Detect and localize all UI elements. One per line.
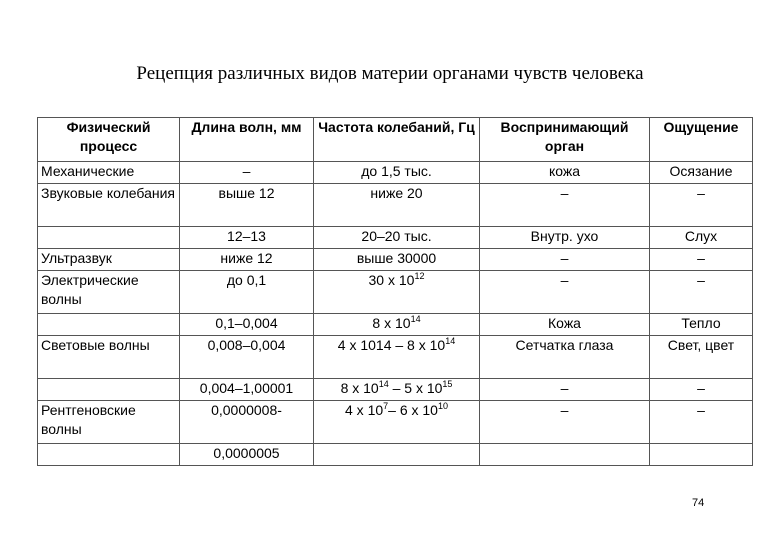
cell-frequency xyxy=(314,379,480,401)
frequency-base: 4 х 10 xyxy=(345,402,384,418)
cell-sensation: – xyxy=(650,271,753,314)
cell-process: Механические xyxy=(38,162,180,184)
frequency-exponent-2: 10 xyxy=(437,401,448,411)
cell-process: Рентгеновские волны xyxy=(38,401,180,444)
cell-sensation: Свет, цвет xyxy=(650,336,753,379)
frequency-base: 8 х 10 xyxy=(372,315,411,331)
header-sensation: Ощущение xyxy=(650,118,753,162)
table-row xyxy=(38,227,753,249)
cell-process: Звуковые колебания xyxy=(38,184,180,227)
cell-frequency xyxy=(314,336,480,379)
cell-wavelength: 0,0000008- xyxy=(180,401,314,444)
table-row xyxy=(38,162,753,184)
cell-sensation: Тепло xyxy=(650,314,753,336)
table-header-row xyxy=(38,118,753,162)
table-row xyxy=(38,314,753,336)
cell-wavelength: 0,1–0,004 xyxy=(180,314,314,336)
cell-sensation xyxy=(650,444,753,466)
frequency-exponent: 14 xyxy=(445,336,456,346)
cell-organ: – xyxy=(480,401,650,444)
cell-process xyxy=(38,314,180,336)
cell-sensation: – xyxy=(650,379,753,401)
cell-wavelength: ниже 12 xyxy=(180,249,314,271)
frequency-base-2: – 5 х 10 xyxy=(388,380,443,396)
cell-process: Световые волны xyxy=(38,336,180,379)
frequency-exponent: 14 xyxy=(378,379,389,389)
frequency-base: 4 х 1014 – 8 х 10 xyxy=(337,337,446,353)
cell-organ: – xyxy=(480,271,650,314)
frequency-exponent: 14 xyxy=(410,314,421,324)
table-row xyxy=(38,336,753,379)
cell-frequency xyxy=(314,444,480,466)
cell-wavelength: до 0,1 xyxy=(180,271,314,314)
table-row xyxy=(38,184,753,227)
cell-organ: – xyxy=(480,184,650,227)
cell-wavelength: 0,004–1,00001 xyxy=(180,379,314,401)
frequency-base: 8 х 10 xyxy=(340,380,379,396)
cell-sensation: Слух xyxy=(650,227,753,249)
header-wavelength: Длина волн, мм xyxy=(180,118,314,162)
cell-frequency: ниже 20 xyxy=(314,184,480,227)
cell-process: Электрические волны xyxy=(38,271,180,314)
frequency-exponent-2: 15 xyxy=(442,379,453,389)
cell-sensation: – xyxy=(650,184,753,227)
cell-process xyxy=(38,444,180,466)
cell-wavelength: 0,008–0,004 xyxy=(180,336,314,379)
cell-wavelength: выше 12 xyxy=(180,184,314,227)
cell-sensation: Осязание xyxy=(650,162,753,184)
slide-title: Рецепция различных видов материи органами чувств человека xyxy=(136,63,644,84)
table-row xyxy=(38,401,753,444)
cell-frequency: до 1,5 тыс. xyxy=(314,162,480,184)
cell-organ: Кожа xyxy=(480,314,650,336)
table-row xyxy=(38,249,753,271)
header-organ: Воспринимающий орган xyxy=(480,118,650,162)
cell-frequency xyxy=(314,314,480,336)
frequency-base-2: – 6 х 10 xyxy=(388,402,438,418)
cell-frequency: 20–20 тыс. xyxy=(314,227,480,249)
header-process: Физический процесс xyxy=(38,118,180,162)
table-row xyxy=(38,379,753,401)
cell-organ: Сетчатка глаза xyxy=(480,336,650,379)
cell-process xyxy=(38,227,180,249)
cell-wavelength: 0,0000005 xyxy=(180,444,314,466)
cell-frequency xyxy=(314,271,480,314)
cell-organ: Внутр. ухо xyxy=(480,227,650,249)
frequency-exponent: 7 xyxy=(383,401,389,411)
table-row xyxy=(38,271,753,314)
cell-frequency: выше 30000 xyxy=(314,249,480,271)
header-frequency: Частота колебаний, Гц xyxy=(314,118,480,162)
cell-process: Ультразвук xyxy=(38,249,180,271)
cell-organ: – xyxy=(480,379,650,401)
cell-wavelength: – xyxy=(180,162,314,184)
cell-frequency xyxy=(314,401,480,444)
cell-process xyxy=(38,379,180,401)
cell-organ: кожа xyxy=(480,162,650,184)
cell-organ: – xyxy=(480,249,650,271)
page-number: 74 xyxy=(692,497,705,509)
perception-table xyxy=(37,117,753,466)
frequency-base: 30 х 10 xyxy=(368,272,415,288)
cell-sensation: – xyxy=(650,249,753,271)
cell-wavelength: 12–13 xyxy=(180,227,314,249)
table-row xyxy=(38,444,753,466)
cell-sensation: – xyxy=(650,401,753,444)
cell-organ xyxy=(480,444,650,466)
frequency-exponent: 12 xyxy=(414,271,425,281)
